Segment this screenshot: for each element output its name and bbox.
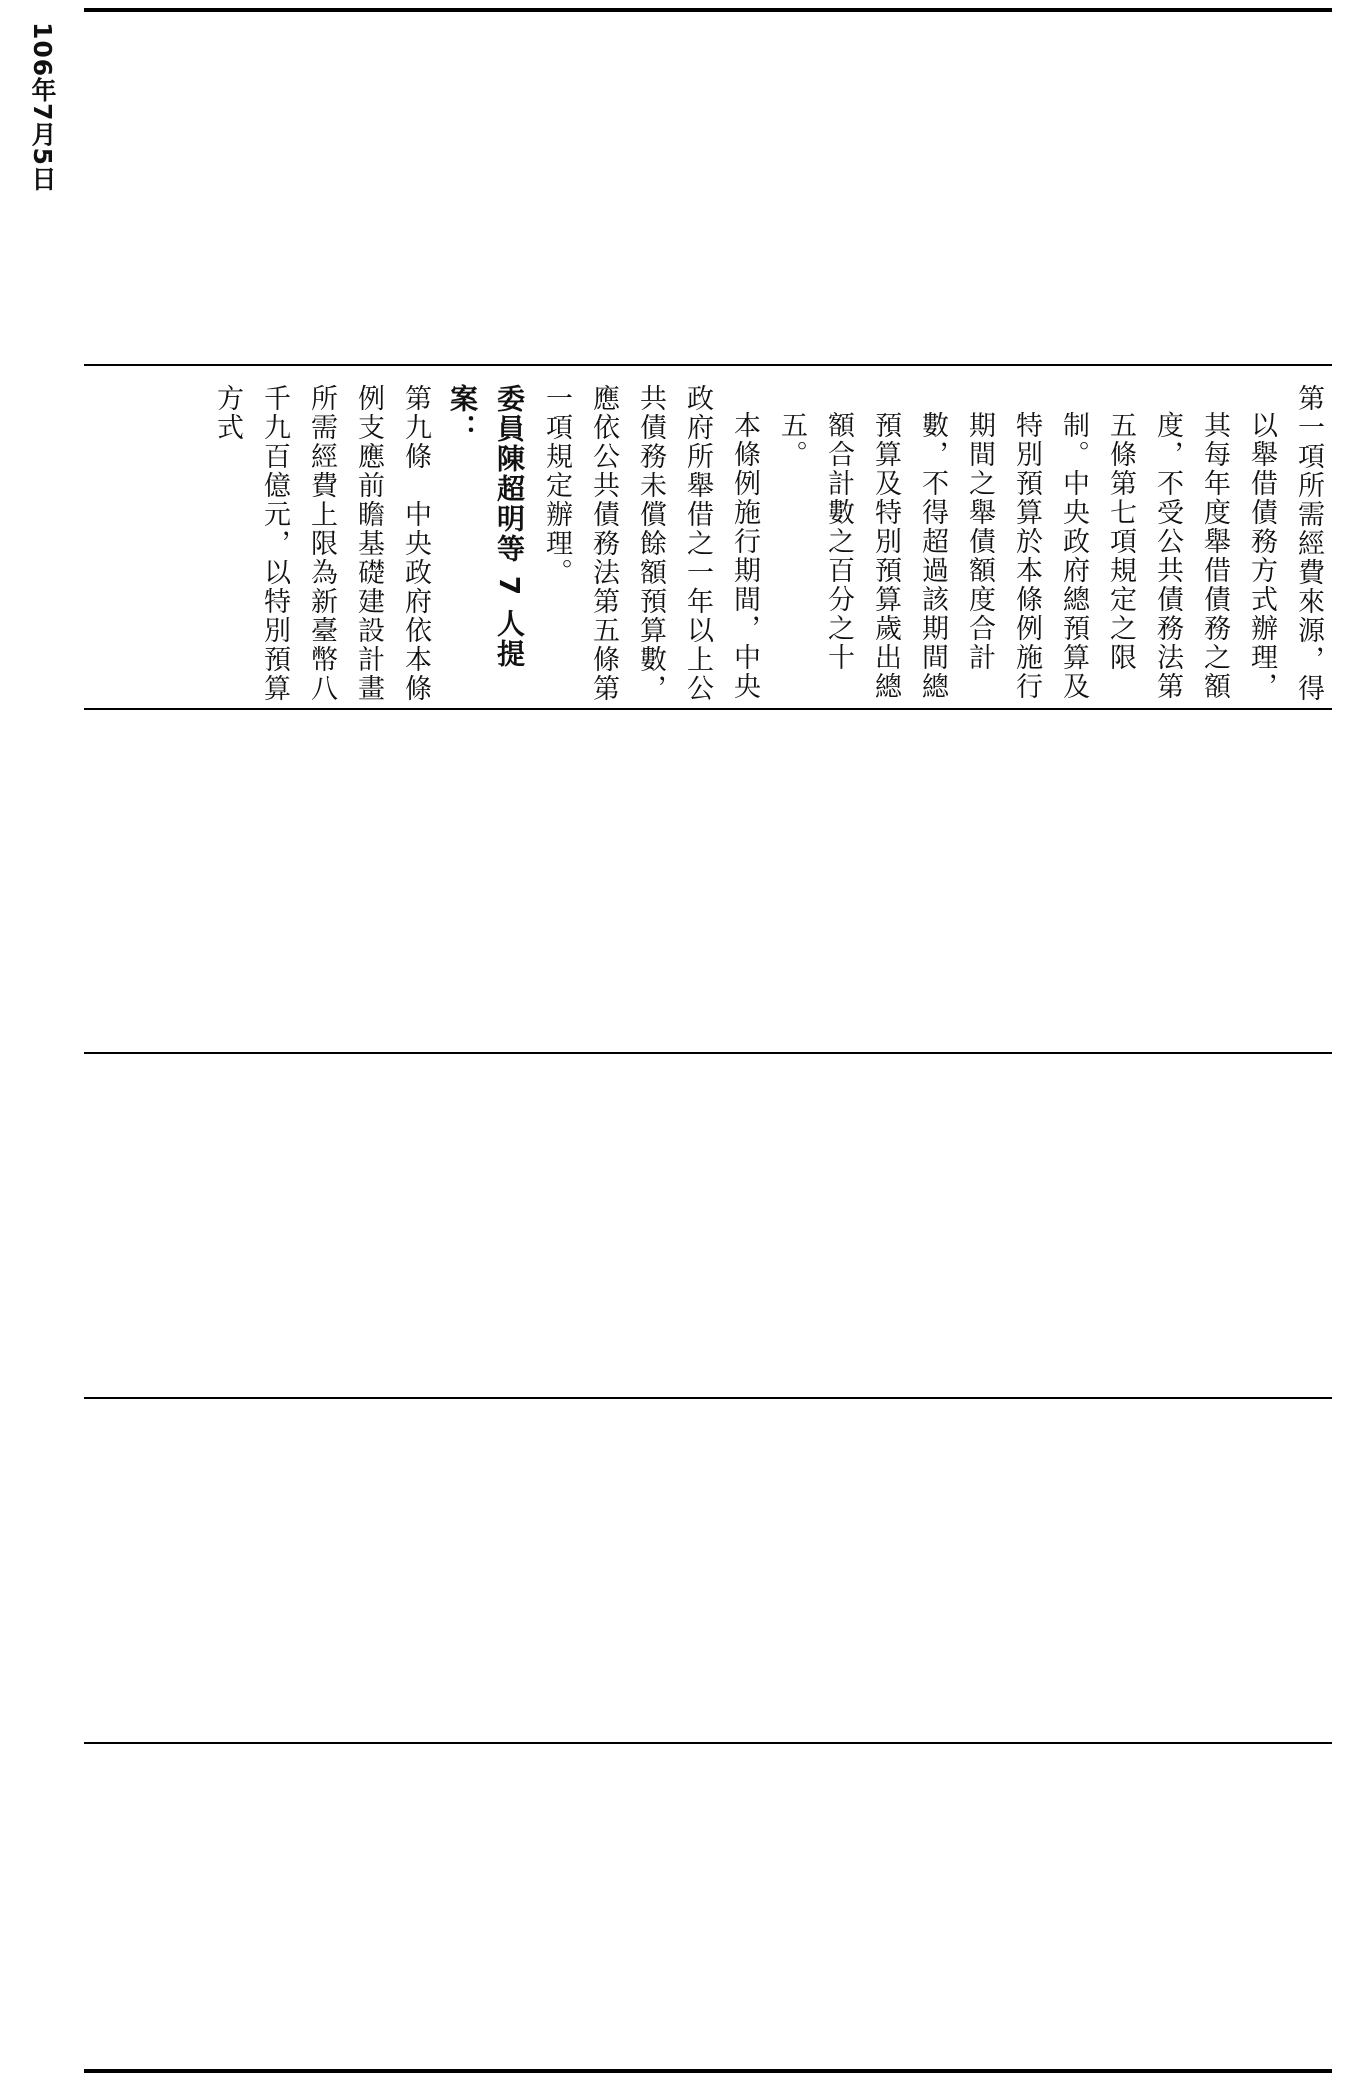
article-text: 中央政府依本條例支應前瞻基礎建設計畫所需經費上限為新臺幣八千九百億元，以特別預算方式 [212, 384, 431, 703]
top-rule [84, 8, 1332, 12]
page-frame [84, 8, 1332, 2073]
proposer-line [439, 384, 533, 704]
proposer-name: 委員陳超明等 7 人提案 [446, 384, 526, 669]
row-rule-3 [84, 1052, 1332, 1054]
paragraph-debt-balance: 本條例施行期間，中央政府所舉借之一年以上公共債務未償餘額預算數，應依公共債務法第五條第一項規定辦理。 [541, 384, 760, 703]
article-label: 第九條 [400, 384, 431, 471]
section-text [84, 366, 1332, 708]
row-rule-4 [84, 1397, 1332, 1399]
vertical-text-block [84, 384, 1332, 704]
bottom-rule [84, 2069, 1332, 2073]
proposer-colon: ： [446, 414, 479, 444]
row-rule-5 [84, 1742, 1332, 1744]
header-date: 106年7月5日 [28, 22, 57, 192]
row-rule-2 [84, 708, 1332, 710]
paragraph-funding-source: 第一項所需經費來源，得以舉借債務方式辦理，其每年度舉借債務之額度，不受公共債務法第五條第七項規定之限制。中央政府總預算及特別預算於本條例施行期間之舉債額度合計數，不得超過該期間總預算及特別預算歲出總額合計數之百分之十五。 [776, 384, 1324, 703]
article-9 [204, 384, 439, 704]
